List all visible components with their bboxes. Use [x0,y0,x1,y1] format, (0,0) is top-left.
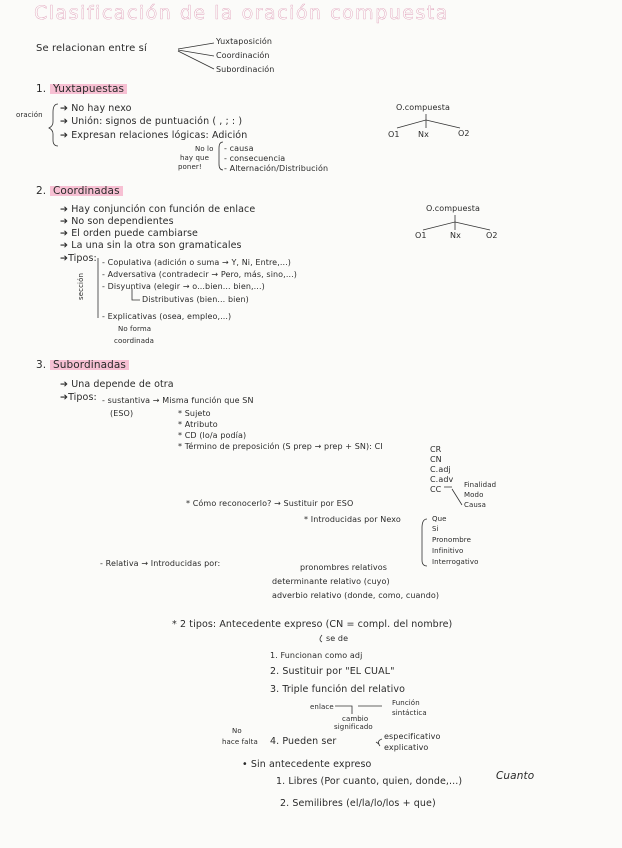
arrow-icon: ➔ [60,253,69,264]
section3-cc-causa: Causa [464,501,487,509]
section2-tipo-explicativas: - Explicativas (osea, empleo,...) [102,312,232,321]
section2-tipos-label [60,254,97,264]
section3-relativa-text: Relativa → Introducidas por: [105,559,221,568]
section1-relation-3: - Alternación/Distribución [224,164,329,173]
section3-eso: (ESO) [110,409,134,418]
arrow-icon: ➔ [60,216,69,227]
section3-como-reconocerlo-text: Cómo reconocerlo? → Sustituir por ESO [192,499,354,508]
section1-item-1-text: No hay nexo [71,103,132,114]
section3-prep-cc: CC [430,485,442,494]
section3-no-hace-falta-1: No [232,727,242,735]
section2-diagram-right: O2 [486,231,498,240]
section3-function-termino: * Término de preposición (S prep → prep + SN): CI [178,442,383,451]
arrow-icon: ➔ [60,228,69,239]
section3-relativa: - Relativa → Introducidas por: [100,559,221,568]
section1-number: 1. [36,83,47,95]
section3-semilibres: 2. Semilibres (el/la/lo/los + que) [280,798,436,809]
section3-prep-cadj: C.adj [430,465,451,474]
section3-triple-funcion: Función [392,699,420,707]
section3-dos-tipos: * 2 tipos: Antecedente expreso (CN = compl. del nombre) [172,619,453,630]
arrow-icon: ➔ [60,130,69,141]
intro-type-yuxtaposicion: Yuxtaposición [216,37,273,46]
section2-item-4-text: La una sin la otra son gramaticales [71,240,242,251]
section3-significado-1: cambio [342,715,369,723]
section2-item-2 [60,217,174,227]
section1-relation-1-text: causa [229,144,254,153]
section1-diagram-top: O.compuesta [396,103,450,112]
section2-tipo-copulativa: - Copulativa (adición o suma → Y, Ni, Entre,...) [102,258,292,267]
intro-type-subordinacion: Subordinación [216,65,275,74]
section3-no-hace-falta-2: hace falta [222,738,258,746]
arrow-icon: ➔ [60,392,69,403]
arrow-icon: ➔ [60,116,69,127]
section3-nexo-interrogativo: Interrogativo [432,558,479,566]
section3-function-atributo-text: Atributo [184,420,218,429]
section3-rule4-especificativo: especificativo [384,732,441,741]
section2-tipo-explicativas-text: Explicativas (osea, empleo,...) [107,312,232,321]
section2-tipo-distributivas [142,296,249,304]
section2-tipo-disyuntiva: - Disyuntiva (elegir → o...bien... bien,...) [102,282,265,291]
section1-heading-text: Yuxtapuestas [50,83,127,95]
section3-function-atributo: * Atributo [178,420,218,429]
section1-item-2-text: Unión: signos de puntuación ( , ; : ) [71,116,243,127]
section3-triple-sintactica: sintáctica [392,709,427,717]
section3-dos-tipos-text: 2 tipos: Antecedente expreso (CN = compl. del nombre) [179,619,453,630]
arrow-icon: ➔ [60,379,69,390]
section2-tipos-label-text: Tipos: [68,253,97,264]
section3-rule-2: 2. Sustituir por "EL CUAL" [270,666,395,677]
section2-diagram-top: O.compuesta [426,204,480,213]
section2-tipo-adversativa: - Adversativa (contradecir → Pero, más, sino,...) [102,270,297,279]
section2-diagram-left: O1 [415,231,427,240]
section3-rule-1: 1. Funcionan como adj [270,651,363,660]
section2-tipo-adversativa-text: Adversativa (contradecir → Pero, más, sino,...) [107,270,297,279]
section3-prep-cadv: C.adv [430,475,454,484]
section1-relation-1: - causa [224,144,254,153]
section3-rule-3: 3. Triple función del relativo [270,684,406,695]
section3-heading-text: Subordinadas [50,359,129,371]
section2-item-1 [60,205,255,215]
section1-item-2 [60,117,242,127]
section3-tipos-label [60,393,97,403]
section2-tipo-copulativa-text: Copulativa (adición o suma → Y, Ni, Entre,...) [107,258,292,267]
section1-relation-2: - consecuencia [224,154,286,163]
section3-function-termino-text: Término de preposición (S prep → prep + SN): CI [184,442,383,451]
section3-tipos-label-text: Tipos: [68,392,97,403]
section3-introducidas-nexo-text: Introducidas por Nexo [310,515,401,524]
section2-tipo-distributivas-text: Distributivas (bien... bien) [142,295,249,304]
section1-item-1 [60,104,132,114]
section1-item-3 [60,131,247,141]
section3-relativa-adverbio: adverbio relativo (donde, como, cuando) [272,591,440,600]
section1-relation-3-text: Alternación/Distribución [229,164,329,173]
section1-diagram-mid: Nx [418,130,429,139]
section2-note-2: coordinada [114,337,155,345]
section3-number: 3. [36,359,47,371]
section3-cc-finalidad: Finalidad [464,481,497,489]
section1-diagram-left: O1 [388,130,400,139]
section1-diagram-right: O2 [458,129,470,138]
arrow-icon: ➔ [60,240,69,251]
section2-item-1-text: Hay conjunción con función de enlace [71,204,256,215]
section3-relativa-determinante: determinante relativo (cuyo) [272,577,390,586]
section3-relativa-pronombres: pronombres relativos [300,563,387,572]
intro-lead: Se relacionan entre sí [36,43,147,54]
section3-function-sujeto: * Sujeto [178,409,211,418]
section3-sustantiva-text: sustantiva → Misma función que SN [107,396,254,405]
section3-introducidas-nexo: * Introducidas por Nexo [304,515,401,524]
section1-note-2: hay que [180,154,209,162]
section3-se-de: se de [326,634,349,643]
section3-sin-antecedente-text: Sin antecedente expreso [250,759,372,770]
section3-nexo-infinitivo: Infinitivo [432,547,464,555]
section3-function-cd-text: CD (lo/a podía) [184,431,247,440]
section2-note-1: No forma [118,325,152,333]
section1-relation-2-text: consecuencia [229,154,286,163]
section2-item-3 [60,229,198,239]
section3-item-1 [60,380,174,390]
section3-significado-2: significado [334,723,373,731]
section2-side-label: sección [77,272,85,300]
section3-nexo-si: Si [432,525,439,533]
section3-rule4-explicativo: explicativo [384,743,429,752]
section3-prep-cn: CN [430,455,442,464]
section1-side-label: oración [16,111,43,119]
section2-item-3-text: El orden puede cambiarse [71,228,198,239]
section2-number: 2. [36,185,47,197]
section3-como-reconocerlo: * Cómo reconocerlo? → Sustituir por ESO [186,499,354,508]
section3-prep-cr: CR [430,445,442,454]
page-title: Clasificación de la oración compuesta [34,2,449,24]
section2-heading [50,186,123,197]
section3-libres: 1. Libres (Por cuanto, quien, donde,...) [276,776,463,787]
section2-item-4 [60,241,242,251]
section2-tipo-disyuntiva-text: Disyuntiva (elegir → o...bien... bien,...) [107,282,265,291]
section3-cc-modo: Modo [464,491,484,499]
intro-type-coordinacion: Coordinación [216,51,270,60]
section3-function-sujeto-text: Sujeto [184,409,211,418]
section1-item-3-text: Expresan relaciones lógicas: Adición [71,130,248,141]
section3-heading [50,360,129,371]
section1-note-3: poner! [178,163,202,171]
section3-sustantiva: - sustantiva → Misma función que SN [102,396,254,405]
section1-note-1: No lo [195,145,214,153]
section2-diagram-mid: Nx [450,231,461,240]
section3-rule-4: 4. Pueden ser [270,736,337,747]
section3-triple-enlace: enlace [310,703,334,711]
section3-sin-antecedente: • Sin antecedente expreso [242,759,372,770]
section1-heading [50,84,127,95]
arrow-icon: ➔ [60,204,69,215]
section3-nexo-que: Que [432,515,447,523]
section3-item-1-text: Una depende de otra [71,379,174,390]
section3-cuanto: Cuanto [496,770,535,782]
section3-nexo-pronombre: Pronombre [432,536,472,544]
arrow-icon: ➔ [60,103,69,114]
section3-function-cd: * CD (lo/a podía) [178,431,247,440]
section2-heading-text: Coordinadas [50,185,123,197]
section2-item-2-text: No son dependientes [71,216,174,227]
